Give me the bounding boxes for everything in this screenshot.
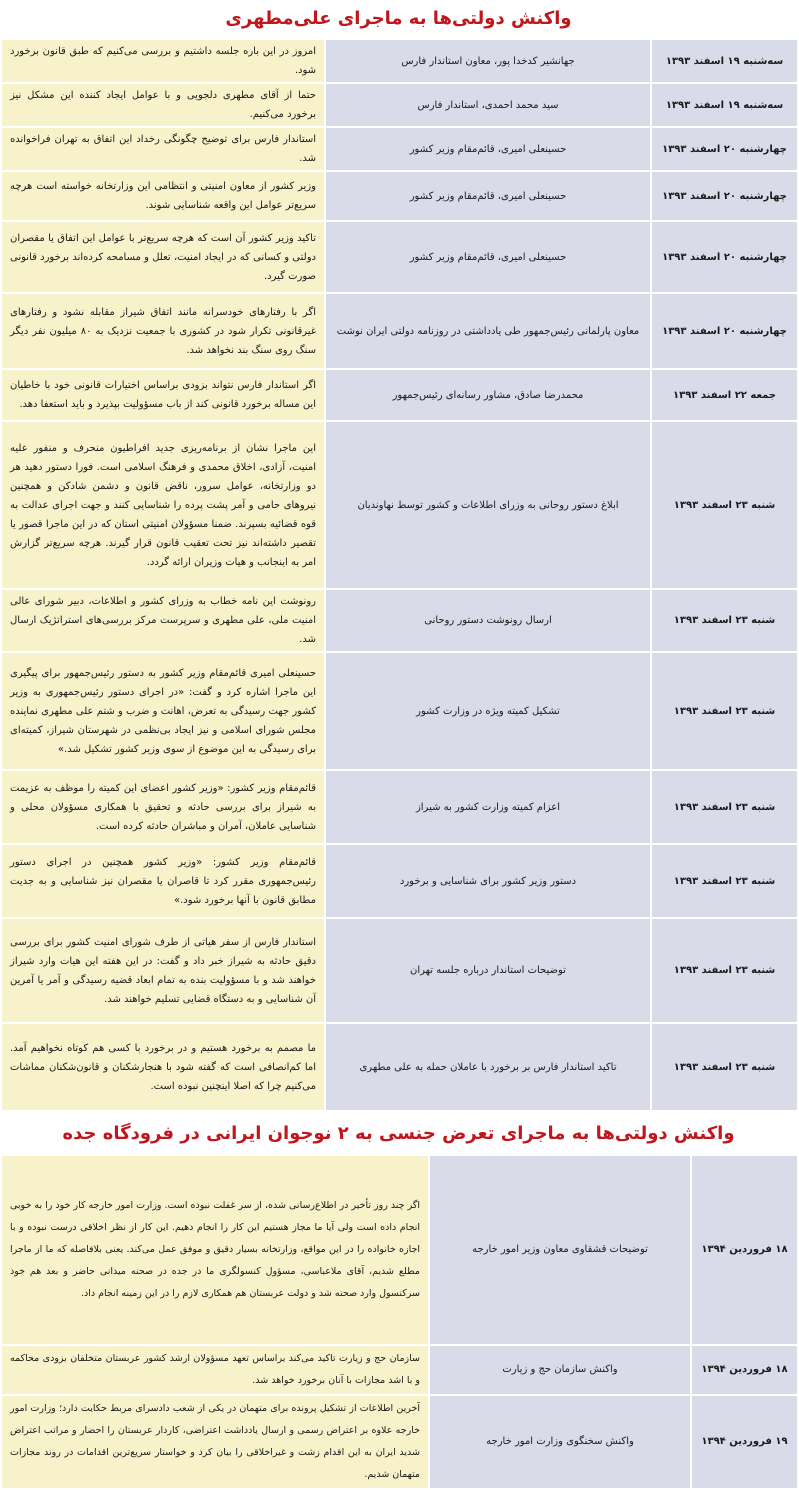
source-cell: جهانشیر کدخدا پور، معاون استاندار فارس [325, 39, 651, 83]
description-cell: حتما از آقای مطهری دلجویی و با عوامل ایجاد کننده این مشکل نیز برخورد می‌کنیم. [1, 83, 325, 127]
date-cell: شنبه ۲۳ اسفند ۱۳۹۳ [651, 652, 798, 770]
table-row [1, 1345, 798, 1395]
date-cell: شنبه ۲۳ اسفند ۱۳۹۳ [651, 844, 798, 918]
description-cell: حسینعلی امیری قائم‌مقام وزیر کشور به دستور رئیس‌جمهور برای پیگیری این ماجرا اشاره کرد و گفت: «در اجرای دستور رئیس‌جمهوری به وزیر کشور جهت رسیدگی به تعرض، اهانت و ضرب و شتم علی مطهری نماینده مجلس شورای اسلامی و نیز ایجاد بی‌نظمی در شهرستان شیراز، کمیته‌ای برای رسیدگی به این موضوع از سوی وزیر کشور تشکیل شد.» [1, 652, 325, 770]
source-cell: معاون پارلمانی رئیس‌جمهور طی یادداشتی در روزنامه دولتی ایران نوشت [325, 293, 651, 369]
section2-title: واکنش دولتی‌ها به ماجرای تعرض جنسی به ۲ نوجوان ایرانی در فرودگاه جده [62, 1123, 735, 1144]
source-cell: واکنش سخنگوی وزارت امور خارجه [429, 1395, 691, 1489]
source-cell: اعزام کمیته وزارت کشور به شیراز [325, 770, 651, 844]
description-cell: این ماجرا نشان از برنامه‌ریزی جدید افراطیون منحرف و منفور علیه امنیت، آزادی، اخلاق محمدی و فرهنگ اسلامی است. فورا دستور دهید هر دو وزارتخانه، عوامل سرور، ناقض قانون و دشمن شادکن و همچنین نیروهای حامی و آمر پشت پرده را شناسایی کنند و جهت اجرای عدالت به قوه قضائیه بسپرند. ضمنا مسؤولان امنیتی استان که در این ماجرا قصور یا تقصیر داشته‌اند نیز تحت تعقیب قانون قرار گیرند. هرچه سریع‌تر گزارش امر به اینجانب و هیات وزیران ارائه گردد. [1, 421, 325, 589]
table-row [1, 421, 798, 589]
date-cell: چهارشنبه ۲۰ اسفند ۱۳۹۳ [651, 127, 798, 171]
source-cell: حسینعلی امیری، قائم‌مقام وزیر کشور [325, 171, 651, 221]
source-cell: محمدرضا صادق، مشاور رسانه‌ای رئیس‌جمهور [325, 369, 651, 421]
table-row [1, 127, 798, 171]
description-cell: اگر با رفتارهای خودسرانه مانند اتفاق شیراز مقابله نشود و رفتارهای غیرقانونی تکرار شود در کشوری با جمعیت نزدیک به ۸۰ میلیون نفر دیگر سنگ روی سنگ بند نخواهد شد. [1, 293, 325, 369]
table-row [1, 918, 798, 1023]
table-row [1, 171, 798, 221]
table-row [1, 1155, 798, 1345]
date-cell: شنبه ۲۳ اسفند ۱۳۹۳ [651, 1023, 798, 1111]
table-row [1, 770, 798, 844]
table-row [1, 83, 798, 127]
table-row [1, 293, 798, 369]
description-cell: آخرین اطلاعات از تشکیل پرونده برای متهمان در یکی از شعب دادسرای مربط حکایت دارد؛ وزارت امور خارجه علاوه بر اعتراض رسمی و ارسال یادداشت اعتراضی، کاردار عربستان را احضار و مراتب اعتراض شدید ایران به این اقدام زشت و غیراخلاقی را بیان کرد و خواستار سریع‌ترین اقدامات در روند مجازات متهمان شدیم. [1, 1395, 429, 1489]
table-row [1, 1395, 798, 1489]
source-cell: حسینعلی امیری، قائم‌مقام وزیر کشور [325, 127, 651, 171]
table-row [1, 1023, 798, 1111]
section1-title: واکنش دولتی‌ها به ماجرای علی‌مطهری [225, 8, 572, 29]
source-cell: ابلاغ دستور روحانی به وزرای اطلاعات و کشور توسط نهاوندیان [325, 421, 651, 589]
date-cell: جمعه ۲۲ اسفند ۱۳۹۳ [651, 369, 798, 421]
date-cell: ۱۸ فروردین ۱۳۹۴ [691, 1155, 798, 1345]
source-cell: حسینعلی امیری، قائم‌مقام وزیر کشور [325, 221, 651, 293]
source-cell: توضیحات قشقاوی معاون وزیر امور خارجه [429, 1155, 691, 1345]
date-cell: ۱۸ فروردین ۱۳۹۴ [691, 1345, 798, 1395]
source-cell: سید محمد احمدی، استاندار فارس [325, 83, 651, 127]
date-cell: شنبه ۲۳ اسفند ۱۳۹۳ [651, 770, 798, 844]
description-cell: قائم‌مقام وزیر کشور: «وزیر کشور اعضای این کمیته را موظف به عزیمت به شیراز برای بررسی حادثه و تحقیق با همکاری مسؤولان محلی و شناسایی عاملان، آمران و مباشران حادثه کرده است. [1, 770, 325, 844]
table-row [1, 652, 798, 770]
description-cell: ما مصمم به برخورد هستیم و در برخورد با کسی هم کوتاه نخواهیم آمد. اما کم‌انصافی است که گفته شود با هنجارشکنان و قانون‌شکنان مماشات می‌کنیم چرا که اصلا اینچنین نبوده است. [1, 1023, 325, 1111]
table-row [1, 39, 798, 83]
date-cell: سه‌شنبه ۱۹ اسفند ۱۳۹۳ [651, 83, 798, 127]
source-cell: دستور وزیر کشور برای شناسایی و برخورد [325, 844, 651, 918]
description-cell: امروز در این باره جلسه داشتیم و بررسی می‌کنیم که طبق قانون برخورد شود. [1, 39, 325, 83]
description-cell: رونوشت این نامه خطاب به وزرای کشور و اطلاعات، دبیر شورای عالی امنیت ملی، علی مطهری و سرپرست مرکز بررسی‌های استراتژیک ارسال شد. [1, 589, 325, 652]
date-cell: ۱۹ فروردین ۱۳۹۴ [691, 1395, 798, 1489]
description-cell: وزیر کشور از معاون امنیتی و انتظامی این وزارتخانه خواسته است هرچه سریع‌تر عوامل این واقعه شناسایی شوند. [1, 171, 325, 221]
description-cell: استاندار فارس از سفر هیاتی از طرف شورای امنیت کشور برای بررسی دقیق حادثه به شیراز خبر داد و گفت: در این هفته این هیات وارد شیراز خواهند شد و با مسؤولیت بنده به تمام ابعاد قضیه رسیدگی و آمر یا آمرین آن شناسایی و به دستگاه قضایی تسلیم خواهند شد. [1, 918, 325, 1023]
date-cell: سه‌شنبه ۱۹ اسفند ۱۳۹۳ [651, 39, 798, 83]
date-cell: چهارشنبه ۲۰ اسفند ۱۳۹۳ [651, 221, 798, 293]
source-cell: ارسال رونوشت دستور روحانی [325, 589, 651, 652]
description-cell: تاکید وزیر کشور آن است که هرچه سریع‌تر با عوامل این اتفاق یا مقصران دولتی و کسانی که در ایجاد امنیت، تعلل و مسامحه کرده‌اند برخورد قانونی صورت گیرد. [1, 221, 325, 293]
date-cell: شنبه ۲۳ اسفند ۱۳۹۳ [651, 589, 798, 652]
table-row [1, 589, 798, 652]
description-cell: قائم‌مقام وزیر کشور: «وزیر کشور همچنین در اجرای دستور رئیس‌جمهوری مقرر کرد تا قاصران یا مقصران نیز شناسایی و به جدیت مطابق قانون با آنها برخورد شود.» [1, 844, 325, 918]
description-cell: اگر چند روز تأخیر در اطلاع‌رسانی شده، از سر غفلت نبوده است. وزارت امور خارجه کار خود را به خوبی انجام داده است ولی آیا ما مجاز هستیم این کار را انجام دهیم. این کار از نظر اخلاقی درست نبوده و با اجازه خانواده را در این مواقع، وزارتخانه بسیار دقیق و موفق عمل می‌کند. یعنی بلافاصله که ما از ماجرا مطلع شدیم، آقای ملاعباسی، مسؤول کنسولگری ما در جده در صحنه میدانی حاضر و بعد هم خود سرکنسول وارد صحنه شد و دولت عربستان هم همکاری لازم را در این زمینه انجام داد. [1, 1155, 429, 1345]
source-cell: تاکید استاندار فارس بر برخورد با عاملان حمله به علی مطهری [325, 1023, 651, 1111]
date-cell: شنبه ۲۳ اسفند ۱۳۹۳ [651, 421, 798, 589]
table-row [1, 221, 798, 293]
source-cell: تشکیل کمیته ویژه در وزارت کشور [325, 652, 651, 770]
table-row [1, 844, 798, 918]
date-cell: چهارشنبه ۲۰ اسفند ۱۳۹۳ [651, 293, 798, 369]
description-cell: سازمان حج و زیارت تاکید می‌کند براساس تعهد مسؤولان ارشد کشور عربستان متخلفان بزودی محاکمه و با اشد مجازات با آنان برخورد خواهد شد. [1, 1345, 429, 1395]
date-cell: شنبه ۲۳ اسفند ۱۳۹۳ [651, 918, 798, 1023]
table-row [1, 369, 798, 421]
section2-table [0, 1154, 799, 1490]
source-cell: توضیحات استاندار درباره جلسه تهران [325, 918, 651, 1023]
section1-table [0, 38, 799, 1112]
description-cell: اگر استاندار فارس نتواند بزودی براساس اختیارات قانونی خود با خاطیان این مساله برخورد قانونی کند از باب مسؤولیت بپذیرد و باید استعفا دهد. [1, 369, 325, 421]
description-cell: استاندار فارس برای توضیح چگونگی رخداد این اتفاق به تهران فراخوانده شد. [1, 127, 325, 171]
date-cell: چهارشنبه ۲۰ اسفند ۱۳۹۳ [651, 171, 798, 221]
source-cell: واکنش سازمان حج و زیارت [429, 1345, 691, 1395]
